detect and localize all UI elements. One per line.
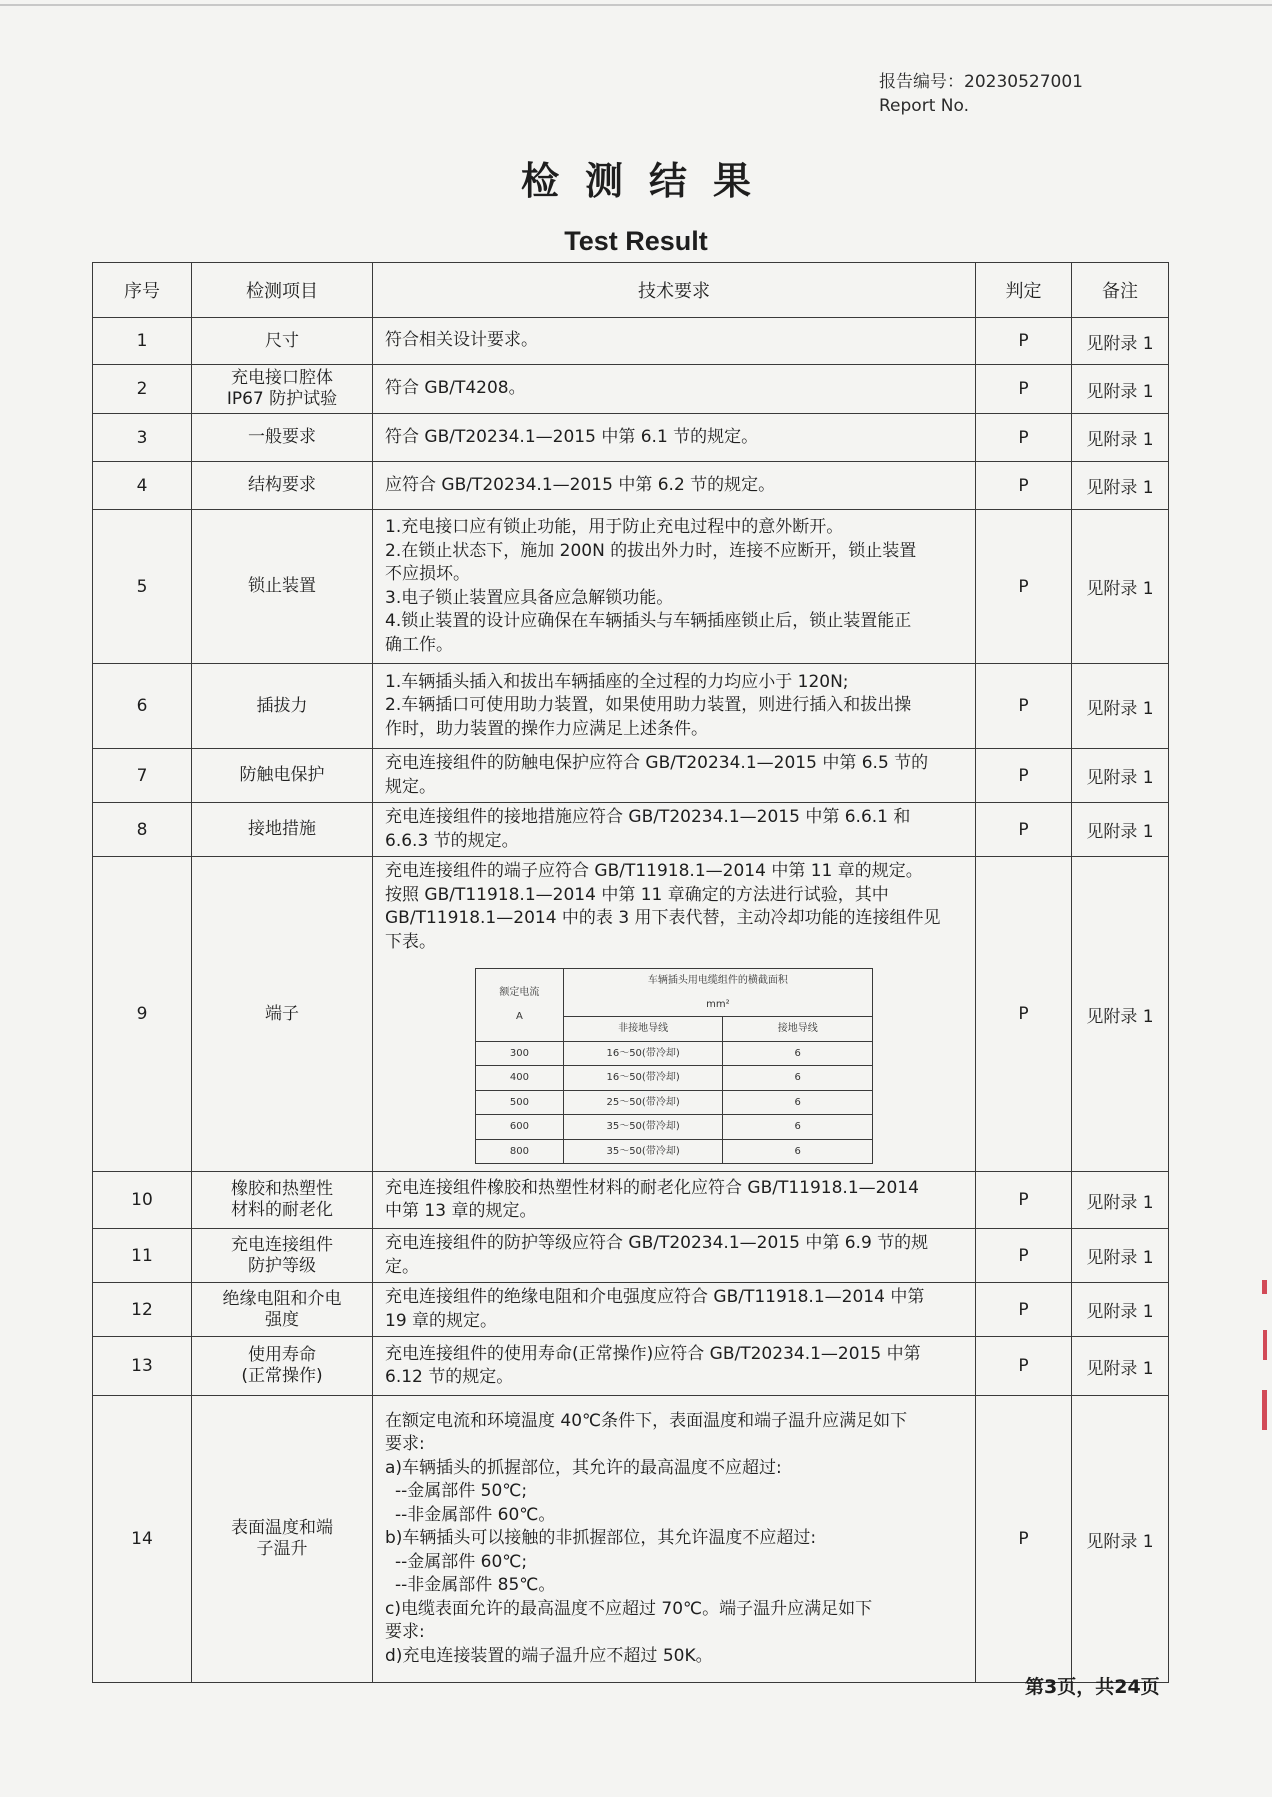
test-item	[192, 749, 373, 803]
requirement-line: --非金属部件 60℃。	[395, 1504, 556, 1525]
test-item-line: (正常操作)	[241, 1366, 323, 1386]
row-number: 6	[93, 664, 192, 749]
report-number-cn: 报告编号：20230527001	[879, 72, 1083, 92]
technical-requirement	[373, 749, 976, 803]
requirement-line: 3.电子锁止装置应具备应急解锁功能。	[385, 587, 674, 608]
requirement-line: 规定。	[385, 776, 436, 797]
cable-cross-section-table	[475, 968, 873, 1164]
row-number: 8	[93, 803, 192, 857]
test-item-line: 子温升	[256, 1539, 308, 1559]
technical-requirement	[373, 664, 976, 749]
requirement-line: 充电连接组件的端子应符合 GB/T11918.1—2014 中第 11 章的规定。	[385, 861, 923, 881]
technical-requirement	[373, 414, 976, 462]
technical-requirement	[373, 1337, 976, 1396]
note: 见附录 1	[1072, 1229, 1169, 1283]
report-number-en: Report No.	[879, 96, 969, 116]
note: 见附录 1	[1072, 414, 1169, 462]
note: 见附录 1	[1072, 857, 1169, 1172]
requirement-line: 应符合 GB/T20234.1—2015 中第 6.2 节的规定。	[385, 474, 776, 495]
note: 见附录 1	[1072, 1337, 1169, 1396]
requirement-line: 符合 GB/T4208。	[385, 378, 526, 399]
verdict: P	[976, 1337, 1072, 1396]
test-item	[192, 664, 373, 749]
technical-requirement	[373, 1396, 976, 1683]
sub-table-row	[476, 1090, 873, 1115]
note: 见附录 1	[1072, 365, 1169, 414]
sub-table-cell: 6	[723, 1041, 873, 1066]
table-row	[93, 857, 1169, 1172]
test-item-line: 结构要求	[248, 475, 316, 495]
technical-requirement	[373, 1229, 976, 1283]
row-number: 9	[93, 857, 192, 1172]
requirement-line: 要求:	[385, 1622, 425, 1643]
table-row	[93, 664, 1169, 749]
sub-header-ground: 接地导线	[723, 1017, 873, 1042]
edge-seal-fragment	[1262, 1270, 1268, 1450]
test-item-line: 橡胶和热塑性	[231, 1179, 333, 1199]
requirement-line: 充电连接组件橡胶和热塑性材料的耐老化应符合 GB/T11918.1—2014	[385, 1177, 919, 1198]
sub-header-nonground: 非接地导线	[563, 1017, 723, 1042]
table-row	[93, 749, 1169, 803]
technical-requirement	[373, 1172, 976, 1229]
test-item-line: 尺寸	[265, 330, 299, 351]
sub-table-cell: 35～50(带冷却)	[563, 1139, 723, 1164]
verdict: P	[976, 462, 1072, 510]
sub-header-current-label: 额定电流	[499, 987, 540, 999]
test-item-line: 表面温度和端	[231, 1518, 333, 1538]
requirement-line: 6.6.3 节的规定。	[385, 830, 519, 851]
note: 见附录 1	[1072, 462, 1169, 510]
sub-header-group-unit: mm²	[706, 998, 730, 1010]
test-item	[192, 1396, 373, 1683]
verdict: P	[976, 1396, 1072, 1683]
requirement-line: 符合相关设计要求。	[385, 330, 538, 351]
note: 见附录 1	[1072, 803, 1169, 857]
test-item-line: 强度	[265, 1309, 299, 1330]
sub-table-cell: 300	[476, 1041, 564, 1066]
row-number: 1	[93, 318, 192, 365]
row-number: 5	[93, 510, 192, 664]
page-top-edge	[0, 4, 1272, 6]
sub-table-cell: 6	[723, 1139, 873, 1164]
test-item	[192, 365, 373, 414]
col-header-no: 序号	[93, 263, 192, 318]
table-row	[93, 1283, 1169, 1337]
test-item	[192, 1283, 373, 1337]
test-item-line: 防触电保护	[239, 765, 325, 785]
test-item-line: 端子	[265, 1003, 299, 1024]
requirement-line: 19 章的规定。	[385, 1310, 498, 1331]
row-number: 14	[93, 1396, 192, 1683]
sub-header-group	[563, 969, 872, 1017]
sub-table-cell: 16～50(带冷却)	[563, 1066, 723, 1091]
test-item	[192, 414, 373, 462]
requirement-line: b)车辆插头可以接触的非抓握部位，其允许温度不应超过:	[385, 1528, 817, 1549]
test-item-line: 接地措施	[248, 819, 316, 839]
row-number: 4	[93, 462, 192, 510]
note: 见附录 1	[1072, 1283, 1169, 1337]
requirement-line: 下表。	[385, 931, 436, 952]
verdict: P	[976, 857, 1072, 1172]
requirement-line: 1.充电接口应有锁止功能，用于防止充电过程中的意外断开。	[385, 517, 844, 537]
row-number: 7	[93, 749, 192, 803]
test-item-line: 锁止装置	[248, 576, 316, 596]
requirement-line: d)充电连接装置的端子温升应不超过 50K。	[385, 1645, 713, 1666]
sub-table-cell: 16～50(带冷却)	[563, 1041, 723, 1066]
title-english: Test Result	[564, 226, 708, 256]
test-item-line: 材料的耐老化	[231, 1200, 333, 1220]
page-number: 第3页，共24页	[1025, 1676, 1160, 1698]
verdict: P	[976, 1172, 1072, 1229]
requirement-line: --非金属部件 85℃。	[395, 1575, 556, 1596]
note: 见附录 1	[1072, 1396, 1169, 1683]
technical-requirement	[373, 803, 976, 857]
note: 见附录 1	[1072, 1172, 1169, 1229]
test-item-line: 充电接口腔体	[231, 368, 333, 388]
sub-table-cell: 400	[476, 1066, 564, 1091]
requirement-line: 符合 GB/T20234.1—2015 中第 6.1 节的规定。	[385, 426, 759, 447]
table-row	[93, 365, 1169, 414]
verdict: P	[976, 803, 1072, 857]
sub-table-cell: 35～50(带冷却)	[563, 1115, 723, 1140]
test-item	[192, 803, 373, 857]
test-item-line: 插拔力	[256, 695, 308, 716]
requirement-line: 2.车辆插口可使用助力装置，如果使用助力装置，则进行插入和拔出操	[385, 695, 912, 716]
sub-table-cell: 25～50(带冷却)	[563, 1090, 723, 1115]
requirement-line: 按照 GB/T11918.1—2014 中第 11 章确定的方法进行试验，其中	[385, 884, 889, 905]
requirement-line: --金属部件 50℃;	[395, 1481, 528, 1502]
sub-table-cell: 800	[476, 1139, 564, 1164]
requirement-line: a)车辆插头的抓握部位，其允许的最高温度不应超过:	[385, 1457, 782, 1478]
test-item	[192, 318, 373, 365]
sub-header-current-unit: A	[515, 1010, 523, 1022]
row-number: 13	[93, 1337, 192, 1396]
requirement-line: 2.在锁止状态下，施加 200N 的拔出外力时，连接不应断开，锁止装置	[385, 540, 917, 561]
requirement-line: 4.锁止装置的设计应确保在车辆插头与车辆插座锁止后，锁止装置能正	[385, 611, 912, 631]
sub-table-cell: 600	[476, 1115, 564, 1140]
technical-requirement	[373, 462, 976, 510]
table-row	[93, 510, 1169, 664]
sub-table-cell: 6	[723, 1090, 873, 1115]
verdict: P	[976, 1229, 1072, 1283]
report-number	[879, 70, 1083, 118]
test-item	[192, 462, 373, 510]
table-row	[93, 1229, 1169, 1283]
requirement-line: 不应损坏。	[385, 564, 470, 584]
row-number: 10	[93, 1172, 192, 1229]
requirement-line: 中第 13 章的规定。	[385, 1201, 537, 1221]
requirement-line: 充电连接组件的防触电保护应符合 GB/T20234.1—2015 中第 6.5 节的	[385, 753, 929, 773]
row-number: 11	[93, 1229, 192, 1283]
sub-table-row	[476, 1115, 873, 1140]
verdict: P	[976, 1283, 1072, 1337]
table-row	[93, 1396, 1169, 1683]
requirement-line: 充电连接组件的使用寿命(正常操作)应符合 GB/T20234.1—2015 中第	[385, 1343, 921, 1364]
test-item	[192, 857, 373, 1172]
sub-table-cell: 500	[476, 1090, 564, 1115]
note: 见附录 1	[1072, 664, 1169, 749]
technical-requirement	[373, 1283, 976, 1337]
title-chinese: 检测结果	[520, 158, 777, 203]
note: 见附录 1	[1072, 318, 1169, 365]
sub-table-cell: 6	[723, 1115, 873, 1140]
note: 见附录 1	[1072, 510, 1169, 664]
sub-table-row	[476, 1066, 873, 1091]
table-row	[93, 1172, 1169, 1229]
requirement-line: GB/T11918.1—2014 中的表 3 用下表代替，主动冷却功能的连接组件见	[385, 908, 941, 928]
test-item-line: IP67 防护试验	[226, 389, 338, 409]
row-number: 3	[93, 414, 192, 462]
test-item-line: 充电连接组件	[231, 1234, 333, 1255]
sub-table-row	[476, 1139, 873, 1164]
verdict: P	[976, 664, 1072, 749]
table-row	[93, 462, 1169, 510]
col-header-item: 检测项目	[192, 263, 373, 318]
verdict: P	[976, 318, 1072, 365]
row-number: 12	[93, 1283, 192, 1337]
row-number: 2	[93, 365, 192, 414]
table-header-row	[93, 263, 1169, 318]
verdict: P	[976, 414, 1072, 462]
test-item	[192, 1337, 373, 1396]
table-row	[93, 803, 1169, 857]
table-row	[93, 318, 1169, 365]
table-row	[93, 1337, 1169, 1396]
sub-table-cell: 6	[723, 1066, 873, 1091]
requirement-line: 充电连接组件的接地措施应符合 GB/T20234.1—2015 中第 6.6.1 和	[385, 807, 911, 827]
verdict: P	[976, 365, 1072, 414]
technical-requirement	[373, 318, 976, 365]
results-table	[92, 262, 1169, 1683]
requirement-line: 确工作。	[385, 634, 453, 655]
col-header-verdict: 判定	[976, 263, 1072, 318]
requirement-line: 定。	[385, 1256, 419, 1277]
requirement-line: 充电连接组件的绝缘电阻和介电强度应符合 GB/T11918.1—2014 中第	[385, 1287, 925, 1307]
test-item-line: 防护等级	[248, 1255, 316, 1276]
test-item	[192, 1172, 373, 1229]
test-item	[192, 1229, 373, 1283]
requirement-line: 充电连接组件的防护等级应符合 GB/T20234.1—2015 中第 6.9 节的规	[385, 1233, 929, 1253]
requirement-line: 作时，助力装置的操作力应满足上述条件。	[385, 718, 708, 739]
test-item	[192, 510, 373, 664]
note: 见附录 1	[1072, 749, 1169, 803]
requirement-line: 1.车辆插头插入和拔出车辆插座的全过程的力均应小于 120N;	[385, 671, 849, 692]
test-item-line: 使用寿命	[248, 1345, 316, 1365]
technical-requirement	[373, 857, 976, 1172]
sub-header-current	[476, 969, 564, 1042]
technical-requirement	[373, 510, 976, 664]
technical-requirement	[373, 365, 976, 414]
verdict: P	[976, 749, 1072, 803]
verdict: P	[976, 510, 1072, 664]
test-item-line: 一般要求	[248, 427, 316, 447]
requirement-line: 要求:	[385, 1434, 425, 1455]
requirement-line: 6.12 节的规定。	[385, 1367, 514, 1387]
requirement-line: 在额定电流和环境温度 40℃条件下，表面温度和端子温升应满足如下	[385, 1410, 908, 1431]
col-header-note: 备注	[1072, 263, 1169, 318]
col-header-requirement: 技术要求	[373, 263, 976, 318]
table-row	[93, 414, 1169, 462]
sub-table-row	[476, 1041, 873, 1066]
sub-header-group-label: 车辆插头用电缆组件的横截面积	[647, 975, 788, 986]
test-item-line: 绝缘电阻和介电	[222, 1288, 342, 1309]
requirement-line: --金属部件 60℃;	[395, 1551, 528, 1572]
requirement-line: c)电缆表面允许的最高温度不应超过 70℃。端子温升应满足如下	[385, 1598, 873, 1619]
